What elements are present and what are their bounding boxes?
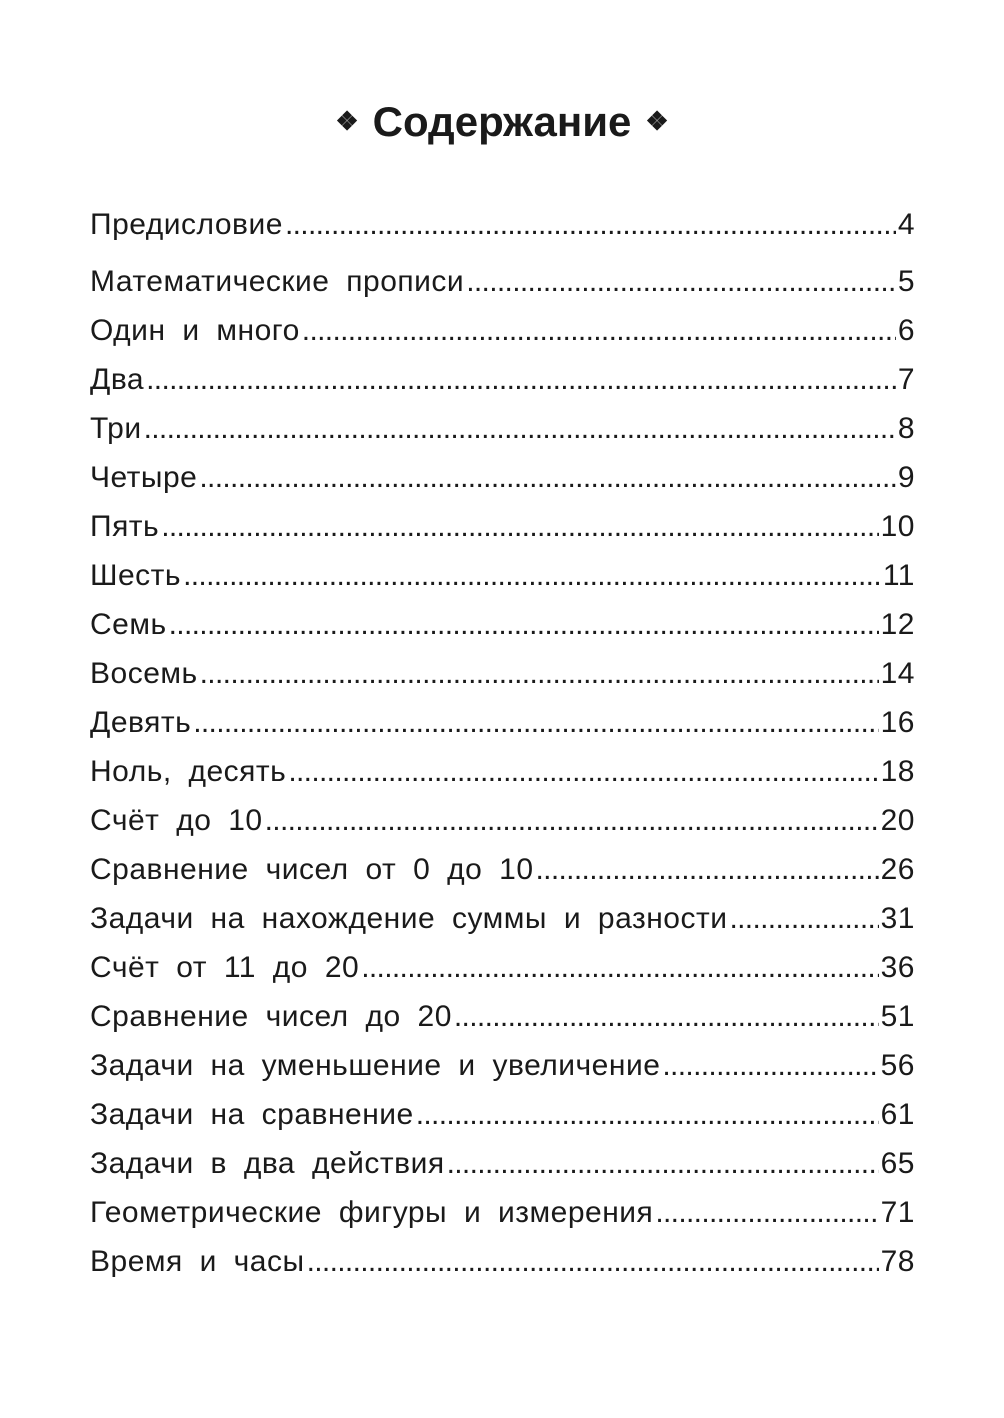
toc-entry-label: Предисловие [90, 208, 283, 241]
leader-dots [144, 412, 896, 446]
toc-entry-page: 56 [880, 1049, 915, 1082]
leader-dots [302, 314, 896, 348]
toc-entry[interactable] [90, 559, 915, 608]
toc-entry-page: 26 [880, 853, 915, 886]
leader-dots [466, 265, 896, 299]
toc-entry-page: 8 [897, 412, 915, 445]
toc-entry-page: 9 [897, 461, 915, 494]
toc-entry[interactable] [90, 363, 915, 412]
toc-entry[interactable] [90, 510, 915, 559]
diamond-ornament-icon: ❖ [335, 106, 359, 137]
leader-dots [199, 461, 895, 495]
toc-entry-page: 71 [880, 1196, 915, 1229]
toc-entry[interactable] [90, 951, 915, 1000]
leader-dots [536, 853, 879, 887]
toc-entry[interactable] [90, 1245, 915, 1294]
leader-dots [655, 1196, 878, 1230]
toc-entry-label: Задачи на нахождение суммы и разности [90, 902, 728, 935]
toc-entry-page: 18 [880, 755, 915, 788]
toc-entry-label: Счёт от 11 до 20 [90, 951, 360, 984]
toc-entry-label: Математические прописи [90, 265, 465, 298]
toc-entry[interactable] [90, 608, 915, 657]
toc-entry-label: Три [90, 412, 142, 445]
toc-entry[interactable] [90, 755, 915, 804]
toc-entry-label: Сравнение чисел от 0 до 10 [90, 853, 534, 886]
toc-entry-label: Один и много [90, 314, 300, 347]
toc-entry[interactable] [90, 902, 915, 951]
toc-entry-page: 16 [880, 706, 915, 739]
leader-dots [447, 1147, 879, 1181]
toc-entry-page: 61 [880, 1098, 915, 1131]
toc-entry-page: 7 [897, 363, 915, 396]
toc-entry-label: Шесть [90, 559, 182, 592]
leader-dots [729, 902, 878, 936]
leader-dots [169, 608, 879, 642]
leader-dots [183, 559, 881, 593]
toc-entry[interactable] [90, 461, 915, 510]
toc-entry-page: 36 [880, 951, 915, 984]
toc-entry-page: 78 [880, 1245, 915, 1278]
toc-entry-label: Ноль, десять [90, 755, 287, 788]
toc-entry[interactable] [90, 1000, 915, 1049]
toc-entry-page: 12 [880, 608, 915, 641]
table-of-contents [90, 208, 915, 1294]
toc-entry[interactable] [90, 265, 915, 314]
leader-dots [454, 1000, 879, 1034]
leader-dots [193, 706, 878, 740]
leader-dots [285, 208, 896, 242]
toc-entry-page: 4 [897, 208, 915, 241]
toc-entry-page: 20 [880, 804, 915, 837]
toc-entry-label: Задачи в два действия [90, 1147, 445, 1180]
toc-entry-label: Время и часы [90, 1245, 305, 1278]
diamond-ornament-icon: ❖ [645, 106, 669, 137]
page-title [0, 98, 1004, 146]
toc-entry-label: Пять [90, 510, 160, 543]
toc-entry-label: Два [90, 363, 145, 396]
toc-entry[interactable] [90, 853, 915, 902]
toc-entry-label: Девять [90, 706, 192, 739]
toc-entry[interactable] [90, 208, 915, 265]
toc-entry[interactable] [90, 412, 915, 461]
leader-dots [161, 510, 878, 544]
leader-dots [307, 1245, 879, 1279]
toc-entry[interactable] [90, 1196, 915, 1245]
toc-entry-label: Семь [90, 608, 167, 641]
toc-entry[interactable] [90, 1049, 915, 1098]
toc-entry-label: Задачи на уменьшение и увеличение [90, 1049, 661, 1082]
toc-entry-page: 6 [897, 314, 915, 347]
toc-entry-label: Четыре [90, 461, 198, 494]
toc-entry[interactable] [90, 314, 915, 363]
toc-entry[interactable] [90, 706, 915, 755]
toc-entry-page: 14 [880, 657, 915, 690]
toc-entry-page: 5 [897, 265, 915, 298]
toc-entry-label: Восемь [90, 657, 198, 690]
toc-entry-page: 11 [882, 559, 915, 592]
leader-dots [265, 804, 879, 838]
leader-dots [288, 755, 878, 789]
toc-entry-page: 31 [880, 902, 915, 935]
toc-entry-page: 10 [880, 510, 915, 543]
leader-dots [361, 951, 878, 985]
toc-entry[interactable] [90, 804, 915, 853]
leader-dots [416, 1098, 879, 1132]
toc-entry-page: 51 [880, 1000, 915, 1033]
toc-entry-page: 65 [880, 1147, 915, 1180]
toc-entry[interactable] [90, 1098, 915, 1147]
toc-entry-label: Задачи на сравнение [90, 1098, 414, 1131]
toc-entry-label: Геометрические фигуры и измерения [90, 1196, 654, 1229]
toc-entry[interactable] [90, 1147, 915, 1196]
toc-entry[interactable] [90, 657, 915, 706]
leader-dots [662, 1049, 878, 1083]
toc-entry-label: Счёт до 10 [90, 804, 263, 837]
leader-dots [146, 363, 896, 397]
toc-entry-label: Сравнение чисел до 20 [90, 1000, 452, 1033]
title-text: Содержание [372, 98, 632, 145]
leader-dots [200, 657, 879, 691]
